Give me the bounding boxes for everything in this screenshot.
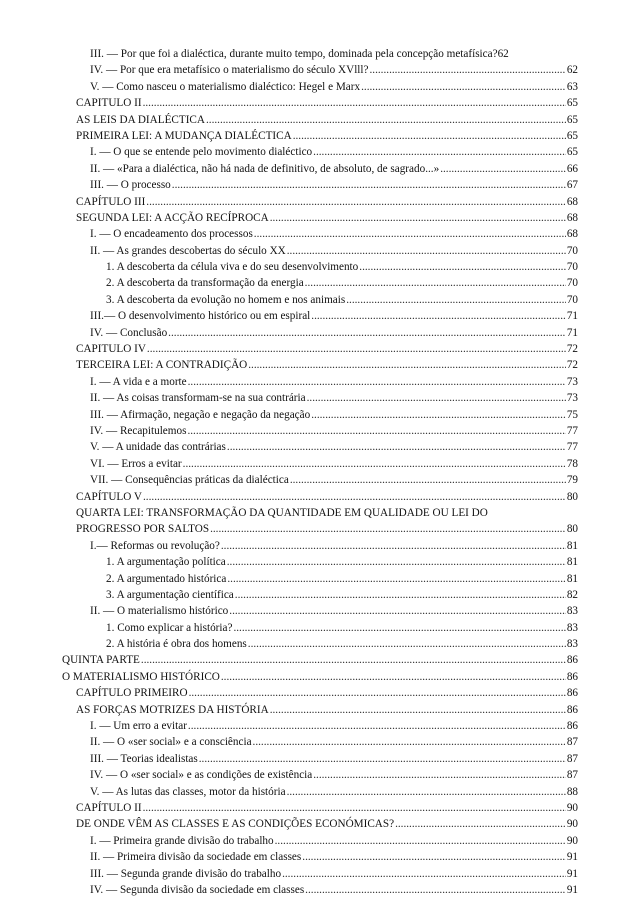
dot-leader (361, 79, 566, 95)
dot-leader (227, 571, 565, 587)
toc-entry-title: 2. A história é obra dos homens (106, 638, 247, 651)
toc-entry (62, 849, 578, 865)
toc-entry-page-number: 67 (566, 179, 578, 192)
toc-entry-title: IV. — Segunda divisão da sociedade em classes (90, 883, 305, 896)
toc-entry-page-number: 73 (566, 375, 578, 388)
toc-entry (62, 177, 578, 193)
toc-entry-page-number: 68 (566, 228, 578, 241)
toc-entry (62, 587, 578, 603)
dot-leader (189, 685, 566, 701)
toc-entry-title: CAPÍTULO II (76, 801, 142, 814)
toc-entry-title: II. — «Para a dialéctica, não há nada de definitivo, de absoluto, de sagrado...» (90, 162, 440, 175)
toc-entry-title: IV. — O «ser social» e as condições de existência (90, 769, 313, 782)
toc-entry-title: VII. — Consequências práticas da dialéctica (90, 474, 289, 487)
toc-entry-page-number: 80 (566, 490, 578, 503)
toc-entry-page-number: 65 (566, 129, 578, 142)
toc-entry-title: II. — O «ser social» e a consciência (90, 736, 252, 749)
toc-entry (62, 554, 578, 570)
toc-entry (62, 259, 578, 275)
toc-entry (62, 767, 578, 783)
toc-entry-title: III. — Por que foi a dialéctica, durante muito tempo, dominada pela concepção metafísica? (90, 48, 498, 60)
toc-entry (62, 751, 578, 767)
toc-entry-page-number: 71 (566, 326, 578, 339)
dot-leader (293, 128, 566, 144)
toc-entry-title: VI. — Erros a evitar (90, 457, 182, 470)
toc-entry-page-number: 87 (566, 752, 578, 765)
dot-leader (248, 636, 566, 652)
dot-leader (270, 702, 566, 718)
toc-entry (62, 603, 578, 619)
toc-entry-page-number: 87 (566, 736, 578, 749)
toc-entry-title: SEGUNDA LEI: A ACÇÃO RECÍPROCA (76, 211, 269, 224)
toc-entry-title: CAPITULO II (76, 97, 142, 110)
toc-entry-page-number: 68 (566, 211, 578, 224)
dot-leader (290, 472, 566, 488)
toc-entry-title: IV. — Por que era metafísico o materialismo do século XVlll? (90, 64, 369, 77)
toc-entry (62, 325, 578, 341)
toc-entry-title: 3. A argumentação científica (106, 588, 234, 601)
toc-entry-title: AS FORÇAS MOTRIZES DA HISTÓRIA (76, 703, 269, 716)
dot-leader (311, 308, 566, 324)
dot-leader (143, 95, 566, 111)
toc-entry-page-number: 62 (566, 64, 578, 77)
toc-entry-page-number: 91 (566, 867, 578, 880)
toc-entry (62, 882, 578, 898)
toc-entry-title: 1. A argumentação política (106, 556, 226, 569)
toc-entry (62, 423, 578, 439)
dot-leader (305, 882, 566, 898)
dot-leader (440, 161, 566, 177)
toc-entry-page-number: 86 (566, 670, 578, 683)
toc-entry-page-number: 65 (566, 97, 578, 110)
toc-entry-title: III.— O desenvolvimento histórico ou em espiral (90, 310, 311, 323)
toc-entry (62, 407, 578, 423)
toc-entry-title: V. — A unidade das contrárias (90, 441, 226, 454)
toc-entry (62, 161, 578, 177)
toc-entry (62, 702, 578, 718)
toc-entry-title: I. — A vida e a morte (90, 375, 187, 388)
toc-entry-page-number: 72 (566, 343, 578, 356)
toc-entry (62, 95, 578, 111)
toc-entry-title: I.— Reformas ou revolução? (90, 539, 220, 552)
toc-entry-title: QUARTA LEI: TRANSFORMAÇÃO DA QUANTIDADE EM QUALIDADE OU LEI DO (76, 506, 488, 519)
dot-leader (369, 62, 565, 78)
toc-entry-page-number: 65 (566, 146, 578, 159)
dot-leader (346, 292, 566, 308)
toc-entry (62, 79, 578, 95)
toc-entry-title: 3. A descoberta da evolução no homem e nos animais (106, 293, 346, 306)
toc-entry-title: II. — As coisas transformam-se na sua contrária (90, 392, 306, 405)
dot-leader (395, 816, 566, 832)
toc-entry (62, 734, 578, 750)
dot-leader (282, 866, 566, 882)
toc-entry (62, 571, 578, 587)
toc-entry (62, 292, 578, 308)
toc-entry (62, 46, 578, 62)
dot-leader (275, 833, 566, 849)
dot-leader (210, 521, 566, 537)
dot-leader (188, 718, 566, 734)
dot-leader (253, 734, 566, 750)
toc-entry-title: III. — Teorias idealistas (90, 752, 198, 765)
toc-entry (62, 243, 578, 259)
toc-entry (62, 816, 578, 832)
toc-entry-title: I. — O encadeamento dos processos (90, 228, 253, 241)
toc-entry-page-number: 83 (566, 638, 578, 651)
toc-entry-title: 2. A descoberta da transformação da energia (106, 277, 304, 290)
toc-entry (62, 112, 578, 128)
table-of-contents (62, 46, 578, 898)
toc-entry (62, 456, 578, 472)
toc-entry-title: O MATERIALISMO HISTÓRICO (62, 670, 220, 683)
toc-entry-page-number: 82 (566, 588, 578, 601)
toc-entry (62, 521, 578, 537)
toc-entry (62, 62, 578, 78)
toc-entry-page-number: 78 (566, 457, 578, 470)
toc-entry-page-number: 81 (566, 539, 578, 552)
toc-entry-page-number: 75 (566, 408, 578, 421)
toc-entry-page-number: 65 (566, 113, 578, 126)
toc-entry-title: CAPÍTULO V (76, 490, 142, 503)
toc-entry-page-number: 79 (566, 474, 578, 487)
dot-leader (172, 177, 566, 193)
toc-entry-title: II. — Primeira divisão da sociedade em classes (90, 851, 302, 864)
toc-entry-page-number: 87 (566, 769, 578, 782)
dot-leader (188, 374, 566, 390)
toc-entry-title: IV. — Conclusão (90, 326, 168, 339)
toc-entry (62, 439, 578, 455)
toc-entry-title: I. — Primeira grande divisão do trabalho (90, 834, 274, 847)
toc-entry-page-number: 81 (566, 556, 578, 569)
toc-entry-title: 1. A descoberta da célula viva e do seu desenvolvimento (106, 261, 359, 274)
toc-entry (62, 718, 578, 734)
toc-entry (62, 275, 578, 291)
toc-entry-page-number: 90 (566, 818, 578, 831)
toc-entry-title: DE ONDE VÊM AS CLASSES E AS CONDIÇÕES ECONÓMICAS? (76, 818, 395, 831)
toc-entry (62, 374, 578, 390)
toc-entry-page-number: 90 (566, 834, 578, 847)
toc-entry (62, 144, 578, 160)
toc-entry-page-number: 86 (566, 703, 578, 716)
dot-leader (235, 587, 566, 603)
dot-leader (143, 800, 566, 816)
dot-leader (143, 489, 566, 505)
toc-entry-page-number: 86 (566, 720, 578, 733)
dot-leader (311, 407, 566, 423)
dot-leader (147, 341, 566, 357)
toc-entry-page-number: 66 (566, 162, 578, 175)
toc-entry (62, 538, 578, 554)
toc-entry-title: II. — O materialismo histórico (90, 605, 229, 618)
toc-entry (62, 357, 578, 373)
dot-leader (221, 538, 566, 554)
toc-entry (62, 226, 578, 242)
toc-entry-page-number: 83 (566, 621, 578, 634)
dot-leader (206, 112, 566, 128)
toc-entry-title: CAPÍTULO III (76, 195, 146, 208)
toc-entry-page-number: 88 (566, 785, 578, 798)
toc-entry-page-number: 90 (566, 801, 578, 814)
toc-entry (62, 210, 578, 226)
toc-entry-page-number: 63 (566, 80, 578, 93)
toc-entry-title: III. — Afirmação, negação e negação da negação (90, 408, 311, 421)
dot-leader (168, 325, 566, 341)
dot-leader (229, 603, 566, 619)
dot-leader (359, 259, 566, 275)
toc-entry-title: PRIMEIRA LEI: A MUDANÇA DIALÉCTICA (76, 129, 292, 142)
toc-entry-title: V. — As lutas das classes, motor da história (90, 785, 286, 798)
toc-entry-title: 1. Como explicar a história? (106, 621, 233, 634)
toc-entry (62, 636, 578, 652)
toc-entry-page-number: 77 (566, 441, 578, 454)
toc-entry-title: III. — O processo (90, 179, 171, 192)
dot-leader (221, 669, 566, 685)
toc-entry-title: I. — Um erro a evitar (90, 720, 187, 733)
toc-entry (62, 620, 578, 636)
toc-entry-page-number: 83 (566, 605, 578, 618)
toc-entry (62, 308, 578, 324)
toc-entry (62, 505, 578, 521)
toc-entry-page-number: 86 (566, 687, 578, 700)
dot-leader (287, 243, 566, 259)
toc-entry (62, 669, 578, 685)
toc-entry (62, 472, 578, 488)
toc-entry (62, 800, 578, 816)
toc-entry-page-number: 70 (566, 293, 578, 306)
dot-leader (187, 423, 565, 439)
toc-entry-title: IV. — Recapitulemos (90, 424, 187, 437)
toc-entry (62, 652, 578, 668)
toc-entry-page-number: 70 (566, 277, 578, 290)
dot-leader (141, 652, 566, 668)
toc-entry-title: AS LEIS DA DIALÉCTICA (76, 113, 205, 126)
dot-leader (313, 144, 566, 160)
toc-entry-page-number: 68 (566, 195, 578, 208)
dot-leader (233, 620, 565, 636)
toc-entry-page-number: 70 (566, 244, 578, 257)
toc-entry-title: TERCEIRA LEI: A CONTRADIÇÃO (76, 359, 248, 372)
toc-entry-page-number: 81 (566, 572, 578, 585)
toc-entry (62, 489, 578, 505)
toc-entry-page-number: 62 (497, 48, 509, 60)
dot-leader (227, 554, 566, 570)
dot-leader (248, 357, 566, 373)
toc-entry (62, 685, 578, 701)
toc-entry-page-number: 71 (566, 310, 578, 323)
toc-entry (62, 341, 578, 357)
dot-leader (146, 194, 566, 210)
toc-entry-page-number: 77 (566, 424, 578, 437)
toc-entry-page-number: 80 (566, 523, 578, 536)
toc-entry-page-number: 91 (566, 883, 578, 896)
toc-entry-page-number: 72 (566, 359, 578, 372)
toc-entry-page-number: 70 (566, 261, 578, 274)
dot-leader (270, 210, 566, 226)
dot-leader (227, 439, 566, 455)
toc-entry-title: II. — As grandes descobertas do século XX (90, 244, 286, 257)
dot-leader (183, 456, 566, 472)
dot-leader (307, 390, 566, 406)
toc-entry-title: I. — O que se entende pelo movimento dialéctico (90, 146, 313, 159)
dot-leader (305, 275, 566, 291)
toc-entry-title: V. — Como nasceu o materialismo dialéctico: Hegel e Marx (90, 80, 361, 93)
toc-entry-page-number: 73 (566, 392, 578, 405)
toc-entry (62, 866, 578, 882)
dot-leader (313, 767, 566, 783)
toc-entry-page-number: 86 (566, 654, 578, 667)
dot-leader (287, 784, 566, 800)
toc-entry (62, 833, 578, 849)
dot-leader (254, 226, 566, 242)
toc-entry (62, 784, 578, 800)
dot-leader (302, 849, 566, 865)
toc-entry-title: CAPÍTULO PRIMEIRO (76, 687, 188, 700)
toc-entry (62, 128, 578, 144)
toc-entry-title: PROGRESSO POR SALTOS (76, 523, 210, 536)
toc-entry-title: III. — Segunda grande divisão do trabalho (90, 867, 282, 880)
toc-entry-page-number: 91 (566, 851, 578, 864)
toc-entry (62, 390, 578, 406)
toc-entry (62, 194, 578, 210)
toc-entry-title: CAPITULO IV (76, 343, 146, 356)
toc-entry-title: QUINTA PARTE (62, 654, 140, 667)
dot-leader (199, 751, 566, 767)
toc-entry-title: 2. A argumentado histórica (106, 572, 227, 585)
